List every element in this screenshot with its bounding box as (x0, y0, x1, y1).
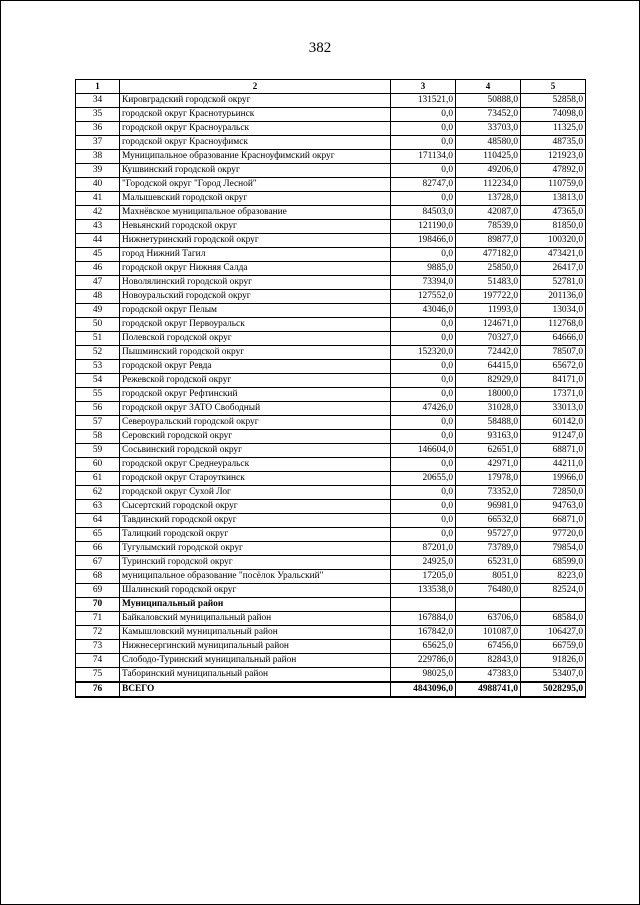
row-number: 58 (76, 430, 120, 444)
row-name: городской округ Нижняя Салда (120, 262, 391, 276)
row-col-5: 78507,0 (521, 346, 586, 360)
table-body (76, 94, 586, 683)
table-row (76, 192, 586, 206)
row-name: городской округ Красноуфимск (120, 136, 391, 150)
row-col-5: 8223,0 (521, 570, 586, 584)
row-name: городской округ Красноуральск (120, 122, 391, 136)
table-row (76, 640, 586, 654)
row-col-4: 25850,0 (456, 262, 521, 276)
table-row (76, 472, 586, 486)
row-col-5: 47365,0 (521, 206, 586, 220)
row-col-5: 201136,0 (521, 290, 586, 304)
row-name: Махнёвское муниципальное образование (120, 206, 391, 220)
row-name: Режевской городской округ (120, 374, 391, 388)
row-col-3: 82747,0 (391, 178, 456, 192)
row-col-4: 62651,0 (456, 444, 521, 458)
row-number: 51 (76, 332, 120, 346)
row-col-3: 0,0 (391, 192, 456, 206)
row-col-3: 0,0 (391, 136, 456, 150)
row-col-4: 89877,0 (456, 234, 521, 248)
row-name: Нижнетуринский городской округ (120, 234, 391, 248)
row-name: городской округ Ревда (120, 360, 391, 374)
row-name: Слободо-Туринский муниципальный район (120, 654, 391, 668)
row-number: 75 (76, 668, 120, 683)
row-col-5: 44211,0 (521, 458, 586, 472)
row-col-5: 52781,0 (521, 276, 586, 290)
row-name: Муниципальное образование Красноуфимский округ (120, 150, 391, 164)
row-col-3: 87201,0 (391, 542, 456, 556)
data-table (75, 79, 586, 698)
row-name: Туринский городской округ (120, 556, 391, 570)
header-col-1: 1 (76, 80, 120, 94)
row-col-4: 33703,0 (456, 122, 521, 136)
row-name: Талицкий городской округ (120, 528, 391, 542)
row-number: 49 (76, 304, 120, 318)
row-col-4: 477182,0 (456, 248, 521, 262)
row-number: 45 (76, 248, 120, 262)
row-col-4: 63706,0 (456, 612, 521, 626)
row-number: 47 (76, 276, 120, 290)
row-col-3: 24925,0 (391, 556, 456, 570)
row-number: 50 (76, 318, 120, 332)
table-row (76, 486, 586, 500)
row-name: Серовский городской округ (120, 430, 391, 444)
row-col-3: 0,0 (391, 388, 456, 402)
table-row (76, 290, 586, 304)
row-name: Новолялинский городской округ (120, 276, 391, 290)
row-col-5: 81850,0 (521, 220, 586, 234)
total-number: 76 (76, 682, 120, 697)
row-col-4: 48580,0 (456, 136, 521, 150)
row-name: городской округ Среднеуральск (120, 458, 391, 472)
row-number: 53 (76, 360, 120, 374)
row-name: Нижнесергинский муниципальный район (120, 640, 391, 654)
header-col-2: 2 (120, 80, 391, 94)
row-name: городской округ Староуткинск (120, 472, 391, 486)
table-header-row (76, 80, 586, 94)
table-row (76, 570, 586, 584)
row-col-3: 0,0 (391, 528, 456, 542)
row-col-5: 48735,0 (521, 136, 586, 150)
total-col-4: 4988741,0 (456, 682, 521, 697)
table-row (76, 346, 586, 360)
row-col-4: 78539,0 (456, 220, 521, 234)
row-name: Невьянский городской округ (120, 220, 391, 234)
row-number: 37 (76, 136, 120, 150)
row-name: муниципальное образование "посёлок Уральский" (120, 570, 391, 584)
table-row (76, 234, 586, 248)
row-name: Шалинский городской округ (120, 584, 391, 598)
row-col-5: 82524,0 (521, 584, 586, 598)
row-col-5: 13034,0 (521, 304, 586, 318)
row-name: Кушвинский городской округ (120, 164, 391, 178)
row-col-4: 82843,0 (456, 654, 521, 668)
table-row (76, 430, 586, 444)
row-col-3: 127552,0 (391, 290, 456, 304)
row-col-4: 64415,0 (456, 360, 521, 374)
row-col-4: 73352,0 (456, 486, 521, 500)
table-row (76, 402, 586, 416)
table-row (76, 514, 586, 528)
row-col-4: 51483,0 (456, 276, 521, 290)
row-col-4: 124671,0 (456, 318, 521, 332)
row-col-5: 91826,0 (521, 654, 586, 668)
row-col-4: 110425,0 (456, 150, 521, 164)
table-row (76, 318, 586, 332)
row-col-4: 11993,0 (456, 304, 521, 318)
header-col-4: 4 (456, 80, 521, 94)
row-col-3: 0,0 (391, 486, 456, 500)
table-row (76, 626, 586, 640)
row-number: 62 (76, 486, 120, 500)
table-row (76, 164, 586, 178)
row-number: 44 (76, 234, 120, 248)
row-col-5: 68871,0 (521, 444, 586, 458)
row-col-4: 73789,0 (456, 542, 521, 556)
table-row (76, 150, 586, 164)
row-name: городской округ Рефтинский (120, 388, 391, 402)
row-name: Сосьвинский городской округ (120, 444, 391, 458)
table-row (76, 94, 586, 108)
row-col-3: 0,0 (391, 374, 456, 388)
row-name: Байкаловский муниципальный район (120, 612, 391, 626)
row-col-3: 9885,0 (391, 262, 456, 276)
header-col-3: 3 (391, 80, 456, 94)
row-col-5: 97720,0 (521, 528, 586, 542)
table-row (76, 444, 586, 458)
row-col-3: 84503,0 (391, 206, 456, 220)
table-row (76, 654, 586, 668)
row-col-4: 50888,0 (456, 94, 521, 108)
row-col-3: 229786,0 (391, 654, 456, 668)
row-number: 48 (76, 290, 120, 304)
row-col-4: 65231,0 (456, 556, 521, 570)
row-col-5: 84171,0 (521, 374, 586, 388)
row-name: Муниципальный район (120, 598, 391, 612)
table-row (76, 388, 586, 402)
row-name: Североуральский городской округ (120, 416, 391, 430)
table-row (76, 276, 586, 290)
table-total (76, 682, 586, 697)
row-col-5: 68584,0 (521, 612, 586, 626)
row-number: 68 (76, 570, 120, 584)
row-col-3: 0,0 (391, 108, 456, 122)
row-name: Камышловский муниципальный район (120, 626, 391, 640)
row-number: 38 (76, 150, 120, 164)
total-row (76, 682, 586, 697)
row-col-3: 47426,0 (391, 402, 456, 416)
row-col-3: 17205,0 (391, 570, 456, 584)
row-col-3: 0,0 (391, 500, 456, 514)
total-label: ВСЕГО (120, 682, 391, 697)
row-number: 40 (76, 178, 120, 192)
row-number: 56 (76, 402, 120, 416)
row-number: 60 (76, 458, 120, 472)
row-col-4: 47383,0 (456, 668, 521, 683)
table-row (76, 220, 586, 234)
row-name: Малышевский городской округ (120, 192, 391, 206)
table-row (76, 500, 586, 514)
row-col-3: 171134,0 (391, 150, 456, 164)
row-col-5: 74098,0 (521, 108, 586, 122)
row-col-5: 121923,0 (521, 150, 586, 164)
row-number: 72 (76, 626, 120, 640)
row-col-5: 11325,0 (521, 122, 586, 136)
row-name: Пышминский городской округ (120, 346, 391, 360)
row-number: 54 (76, 374, 120, 388)
row-col-3: 73394,0 (391, 276, 456, 290)
row-number: 34 (76, 94, 120, 108)
row-number: 43 (76, 220, 120, 234)
row-col-5: 64666,0 (521, 332, 586, 346)
row-col-5: 60142,0 (521, 416, 586, 430)
row-col-4: 49206,0 (456, 164, 521, 178)
table-row (76, 332, 586, 346)
row-number: 39 (76, 164, 120, 178)
row-col-4: 93163,0 (456, 430, 521, 444)
row-name: Новоуральский городской округ (120, 290, 391, 304)
row-col-4: 82929,0 (456, 374, 521, 388)
row-col-3: 20655,0 (391, 472, 456, 486)
row-col-3: 198466,0 (391, 234, 456, 248)
row-number: 55 (76, 388, 120, 402)
row-col-5: 47892,0 (521, 164, 586, 178)
row-number: 73 (76, 640, 120, 654)
row-name: городской округ Сухой Лог (120, 486, 391, 500)
row-col-5: 100320,0 (521, 234, 586, 248)
row-name: Таборинский муниципальный район (120, 668, 391, 683)
table-row (76, 584, 586, 598)
row-name: Тугулымский городской округ (120, 542, 391, 556)
row-col-5: 66759,0 (521, 640, 586, 654)
row-number: 57 (76, 416, 120, 430)
row-name: Полевской городской округ (120, 332, 391, 346)
row-col-3: 131521,0 (391, 94, 456, 108)
row-col-3: 152320,0 (391, 346, 456, 360)
row-col-3: 0,0 (391, 430, 456, 444)
row-col-3: 146604,0 (391, 444, 456, 458)
table-row (76, 598, 586, 612)
table-row (76, 556, 586, 570)
table-row (76, 374, 586, 388)
row-name: городской округ Первоуральск (120, 318, 391, 332)
row-name: Сысертский городской округ (120, 500, 391, 514)
row-col-3: 133538,0 (391, 584, 456, 598)
row-name: городской округ Пелым (120, 304, 391, 318)
row-col-5: 26417,0 (521, 262, 586, 276)
row-col-4: 73452,0 (456, 108, 521, 122)
row-col-4: 8051,0 (456, 570, 521, 584)
row-col-4: 13728,0 (456, 192, 521, 206)
table-row (76, 136, 586, 150)
row-col-3: 0,0 (391, 318, 456, 332)
row-col-5: 79854,0 (521, 542, 586, 556)
row-col-4: 58488,0 (456, 416, 521, 430)
row-col-5: 13813,0 (521, 192, 586, 206)
table-row (76, 416, 586, 430)
row-number: 35 (76, 108, 120, 122)
row-name: город Нижний Тагил (120, 248, 391, 262)
row-col-5: 112768,0 (521, 318, 586, 332)
row-col-3: 167884,0 (391, 612, 456, 626)
row-col-3: 65625,0 (391, 640, 456, 654)
row-col-5: 473421,0 (521, 248, 586, 262)
row-col-3: 0,0 (391, 248, 456, 262)
row-col-5: 52858,0 (521, 94, 586, 108)
row-number: 59 (76, 444, 120, 458)
table-row (76, 360, 586, 374)
row-col-4: 17978,0 (456, 472, 521, 486)
row-col-5: 68599,0 (521, 556, 586, 570)
row-col-5 (521, 598, 586, 612)
row-number: 61 (76, 472, 120, 486)
row-col-4: 31028,0 (456, 402, 521, 416)
row-number: 69 (76, 584, 120, 598)
row-col-4: 18000,0 (456, 388, 521, 402)
row-col-3: 0,0 (391, 416, 456, 430)
row-name: Тавдинский городской округ (120, 514, 391, 528)
page-number: 382 (308, 40, 332, 56)
header-col-5: 5 (521, 80, 586, 94)
row-col-3 (391, 598, 456, 612)
row-col-4: 95727,0 (456, 528, 521, 542)
row-col-4 (456, 598, 521, 612)
row-col-3: 0,0 (391, 332, 456, 346)
row-col-3: 0,0 (391, 458, 456, 472)
row-col-3: 167842,0 (391, 626, 456, 640)
row-col-5: 53407,0 (521, 668, 586, 683)
table-row (76, 458, 586, 472)
row-col-5: 91247,0 (521, 430, 586, 444)
row-col-4: 197722,0 (456, 290, 521, 304)
row-number: 74 (76, 654, 120, 668)
row-col-5: 65672,0 (521, 360, 586, 374)
row-col-3: 0,0 (391, 360, 456, 374)
table-row (76, 542, 586, 556)
row-number: 36 (76, 122, 120, 136)
row-col-5: 17371,0 (521, 388, 586, 402)
row-col-3: 0,0 (391, 514, 456, 528)
row-col-5: 106427,0 (521, 626, 586, 640)
row-number: 67 (76, 556, 120, 570)
row-col-3: 121190,0 (391, 220, 456, 234)
table-row (76, 262, 586, 276)
row-col-5: 110759,0 (521, 178, 586, 192)
row-col-4: 101087,0 (456, 626, 521, 640)
total-col-5: 5028295,0 (521, 682, 586, 697)
row-col-5: 94763,0 (521, 500, 586, 514)
row-col-4: 72442,0 (456, 346, 521, 360)
row-name: Кировградский городской округ (120, 94, 391, 108)
row-name: городской округ ЗАТО Свободный (120, 402, 391, 416)
row-number: 66 (76, 542, 120, 556)
row-number: 52 (76, 346, 120, 360)
table-row (76, 612, 586, 626)
row-col-4: 66532,0 (456, 514, 521, 528)
row-col-4: 96981,0 (456, 500, 521, 514)
row-number: 63 (76, 500, 120, 514)
row-number: 65 (76, 528, 120, 542)
row-name: "Городской округ "Город Лесной" (120, 178, 391, 192)
table-row (76, 248, 586, 262)
row-number: 46 (76, 262, 120, 276)
table-row (76, 108, 586, 122)
row-col-3: 0,0 (391, 164, 456, 178)
row-col-3: 0,0 (391, 122, 456, 136)
row-col-3: 98025,0 (391, 668, 456, 683)
row-col-4: 42087,0 (456, 206, 521, 220)
row-col-5: 66871,0 (521, 514, 586, 528)
row-number: 71 (76, 612, 120, 626)
row-name: городской округ Краснотурьинск (120, 108, 391, 122)
table-row (76, 122, 586, 136)
row-col-5: 72850,0 (521, 486, 586, 500)
row-col-4: 76480,0 (456, 584, 521, 598)
row-number: 42 (76, 206, 120, 220)
row-number: 64 (76, 514, 120, 528)
table-row (76, 668, 586, 683)
row-col-5: 19966,0 (521, 472, 586, 486)
row-number: 41 (76, 192, 120, 206)
row-col-3: 43046,0 (391, 304, 456, 318)
table-row (76, 304, 586, 318)
row-col-4: 112234,0 (456, 178, 521, 192)
table-row (76, 528, 586, 542)
total-col-3: 4843096,0 (391, 682, 456, 697)
row-number: 70 (76, 598, 120, 612)
row-col-4: 67456,0 (456, 640, 521, 654)
row-col-4: 70327,0 (456, 332, 521, 346)
table-row (76, 206, 586, 220)
row-col-4: 42971,0 (456, 458, 521, 472)
row-col-5: 33013,0 (521, 402, 586, 416)
table-row (76, 178, 586, 192)
